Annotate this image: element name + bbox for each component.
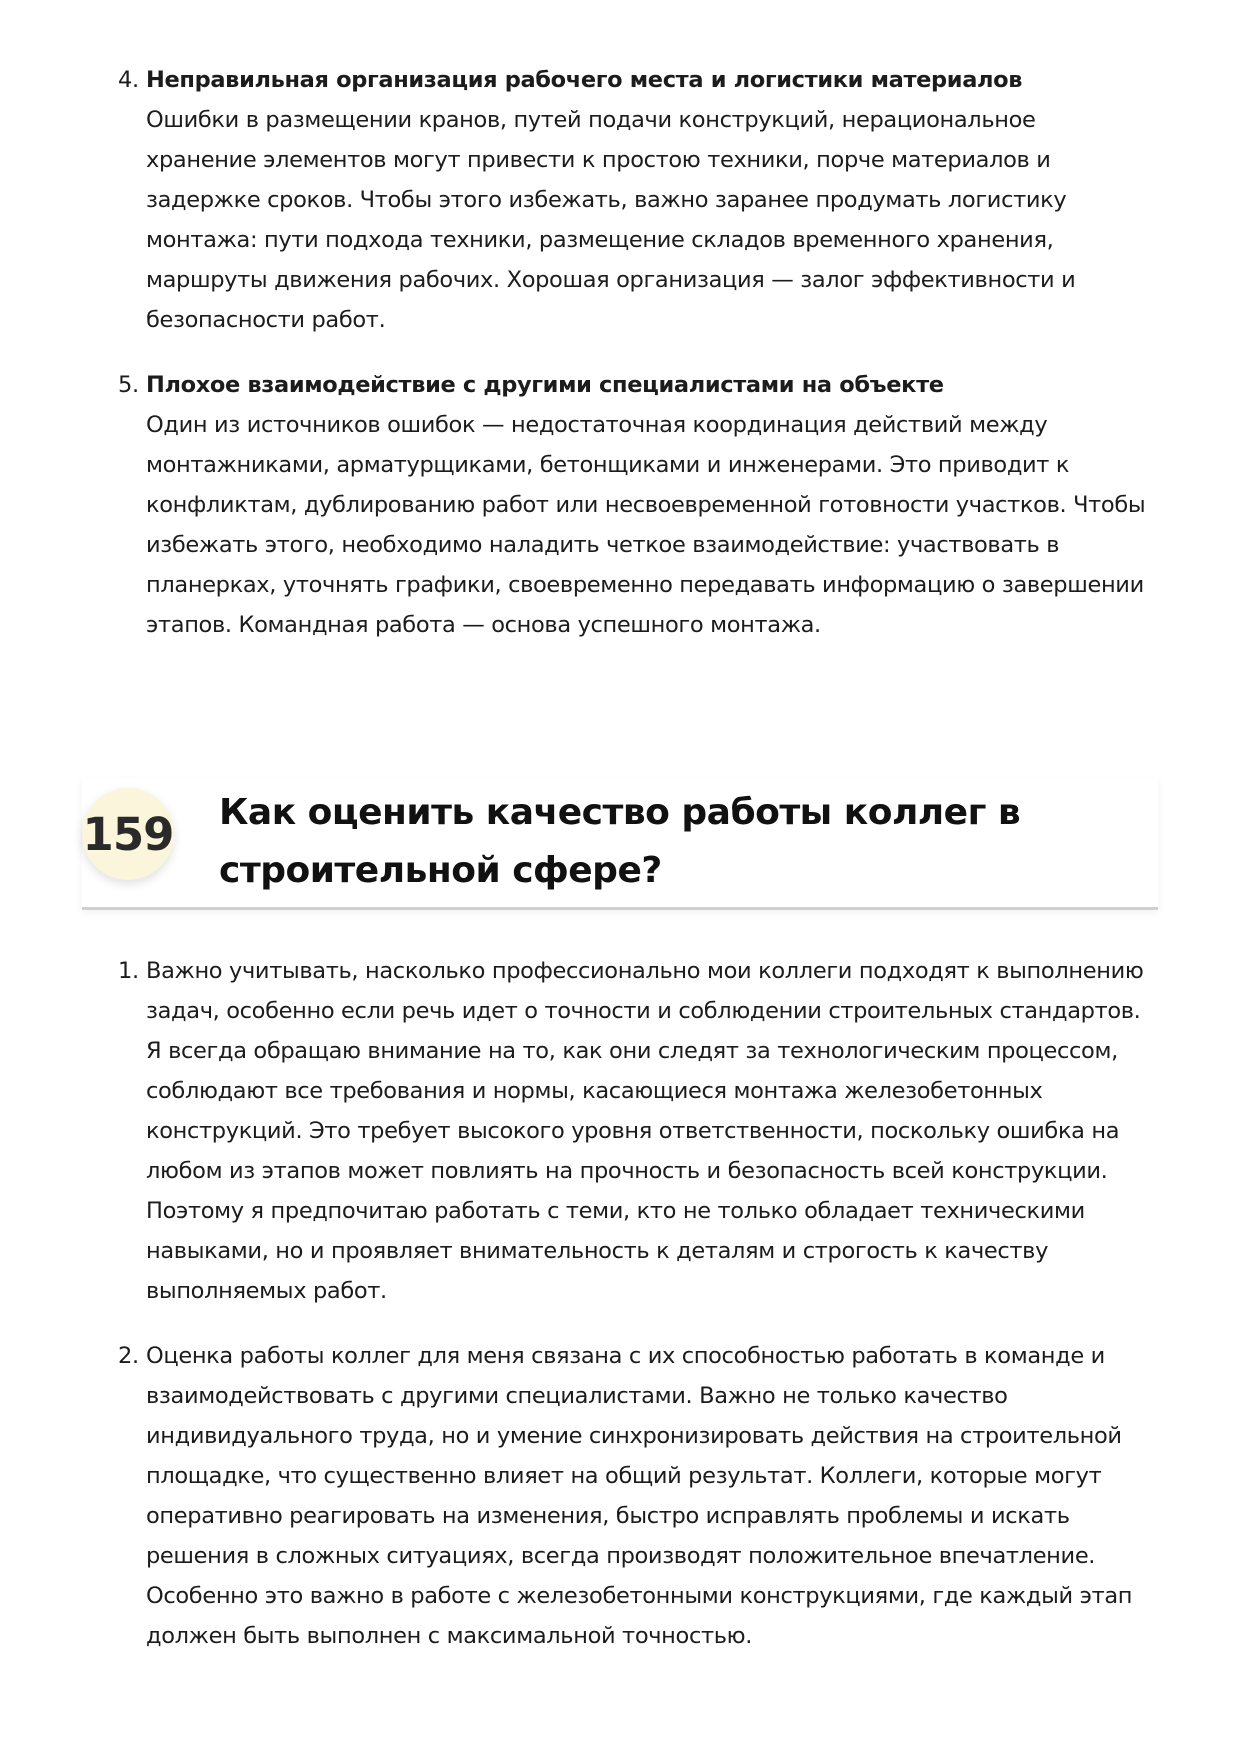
list-item-text: Один из источников ошибок — недостаточная координация действий между монтажниками, арматурщиками, бетонщиками и инженерами. Это приводит к конфликтам, дублированию работ или несвоевременной готовности участков. Чтобы избежать этого, необходимо наладить четкое взаимодействие: участвовать в планерках, уточнять графики, своевременно передавать информацию о завершении этапов. Командная работа — основа успешного монтажа. — [146, 412, 1146, 638]
list-item-text: Ошибки в размещении кранов, путей подачи конструкций, нерациональное хранение элементов могут привести к простою техники, порче материалов и задержке сроков. Чтобы этого избежать, важно заранее продумать логистику монтажа: пути подхода техники, размещение складов временного хранения, маршруты движения рабочих. Хорошая организация — залог эффективности и безопасности работ. — [146, 107, 1076, 333]
section-number-badge: 159 — [82, 788, 174, 880]
list-item-number: 2. — [118, 1343, 139, 1369]
list-item-number: 5. — [118, 372, 139, 398]
answers-list — [0, 951, 1239, 1656]
section-divider — [82, 907, 1158, 910]
list-item-title: Плохое взаимодействие с другими специалистами на объекте — [146, 372, 944, 398]
list-item — [0, 951, 1146, 1311]
list-item-text: Оценка работы коллег для меня связана с их способностью работать в команде и взаимодействовать с другими специалистами. Важно не только качество индивидуального труда, но и умение синхронизировать действия на строительной площадке, что существенно влияет на общий результат. Коллеги, которые могут оперативно реагировать на изменения, быстро исправлять проблемы и искать решения в сложных ситуациях, всегда производят положительное впечатление. Особенно это важно в работе с железобетонными конструкциями, где каждый этап должен быть выполнен с максимальной точностью. — [146, 1343, 1133, 1649]
mistakes-list — [0, 60, 1239, 645]
list-item — [0, 365, 1146, 645]
list-item-number: 1. — [118, 958, 139, 984]
list-item-number: 4. — [118, 67, 139, 93]
list-item-title: Неправильная организация рабочего места и логистики материалов — [146, 67, 1023, 93]
section-title: Как оценить качество работы коллег в строительной сфере? — [219, 792, 1021, 891]
list-item-text: Важно учитывать, насколько профессионально мои коллеги подходят к выполнению задач, особенно если речь идет о точности и соблюдении строительных стандартов. Я всегда обращаю внимание на то, как они следят за технологическим процессом, соблюдают все требования и нормы, касающиеся монтажа железобетонных конструкций. Это требует высокого уровня ответственности, поскольку ошибка на любом из этапов может повлиять на прочность и безопасность всей конструкции. Поэтому я предпочитаю работать с теми, кто не только обладает техническими навыками, но и проявляет внимательность к деталям и строгость к качеству выполняемых работ. — [146, 958, 1144, 1304]
list-item — [0, 60, 1146, 340]
list-item — [0, 1336, 1146, 1656]
section-header — [82, 778, 1158, 910]
